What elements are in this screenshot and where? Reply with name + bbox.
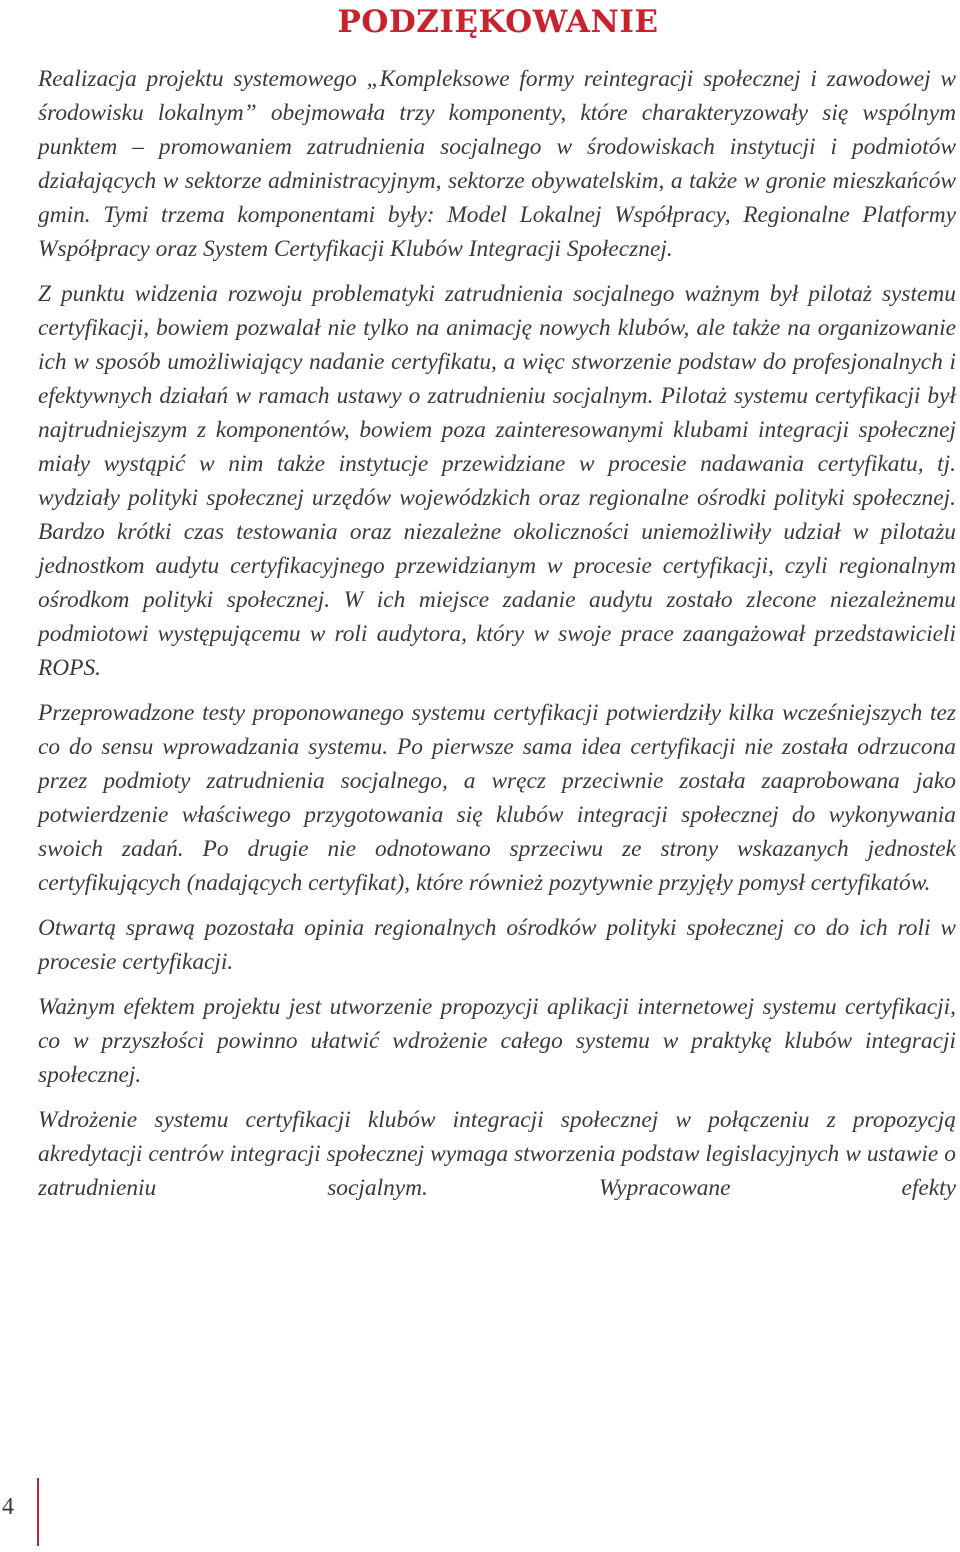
paragraph-4: Otwartą sprawą pozostała opinia regionalnych ośrodków polityki społecznej co do ich roli w procesie certyfikacji.	[38, 915, 956, 975]
body-text	[38, 62, 956, 1205]
paragraph-5: Ważnym efektem projektu jest utworzenie propozycji aplikacji internetowej systemu certyfikacji, co w przyszłości powinno ułatwić wdrożenie całego systemu w praktykę klubów integracji społecznej.	[38, 994, 956, 1088]
paragraph-6: Wdrożenie systemu certyfikacji klubów integracji społecznej w połączeniu z propozycją akredytacji centrów integracji społecznej wymaga stworzenia podstaw legislacyjnych w ustawie o zatrudnieniu socjalnym. Wypracowane efekty	[38, 1107, 956, 1201]
page-number-rule	[37, 1478, 39, 1546]
paragraph-2: Z punktu widzenia rozwoju problematyki zatrudnienia socjalnego ważnym był pilotaż systemu certyfikacji, bowiem pozwalał nie tylko na animację nowych klubów, ale także na organizowanie ich w sposób umożliwiający nadanie certyfikatu, a więc stworzenie podstaw do profesjonalnych i efektywnych działań w ramach ustawy o zatrudnieniu socjalnym. Pilotaż systemu certyfikacji był najtrudniejszym z komponentów, bowiem poza zainteresowanymi klubami integracji społecznej miały wystąpić w nim także instytucje przewidziane w procesie nadawania certyfikatu, tj. wydziały polityki społecznej urzędów wojewódzkich oraz regionalne ośrodki polityki społecznej. Bardzo krótki czas testowania oraz niezależne okoliczności uniemożliwiły udział w pilotażu jednostkom audytu certyfikacyjnego przewidzianym w procesie certyfikacji, czyli regionalnym ośrodkom polityki społecznej. W ich miejsce zadanie audytu zostało zlecone niezależnemu podmiotowi występującemu w roli audytora, który w swoje prace zaangażował przedstawicieli ROPS.	[38, 281, 956, 681]
page-number: 4	[2, 1494, 14, 1520]
page-title: PODZIĘKOWANIE	[337, 4, 659, 40]
paragraph-3: Przeprowadzone testy proponowanego systemu certyfikacji potwierdziły kilka wcześniejszych tez co do sensu wprowadzania systemu. Po pierwsze sama idea certyfikacji nie została odrzucona przez podmioty zatrudnienia socjalnego, a wręcz przeciwnie została zaaprobowana jako potwierdzenie właściwego przygotowania się klubów integracji społecznej do wykonywania swoich zadań. Po drugie nie odnotowano sprzeciwu ze strony wskazanych jednostek certyfikujących (nadających certyfikat), które również pozytywnie przyjęły pomysł certyfikatów.	[38, 700, 956, 896]
paragraph-1: Realizacja projektu systemowego „Kompleksowe formy reintegracji społecznej i zawodowej w środowisku lokalnym” obejmowała trzy komponenty, które charakteryzowały się wspólnym punktem – promowaniem zatrudnienia socjalnego w środowiskach instytucji i podmiotów działających w sektorze administracyjnym, sektorze obywatelskim, a także w gronie mieszkańców gmin. Tymi trzema komponentami były: Model Lokalnej Współpracy, Regionalne Platformy Współpracy oraz System Certyfikacji Klubów Integracji Społecznej.	[38, 66, 956, 262]
